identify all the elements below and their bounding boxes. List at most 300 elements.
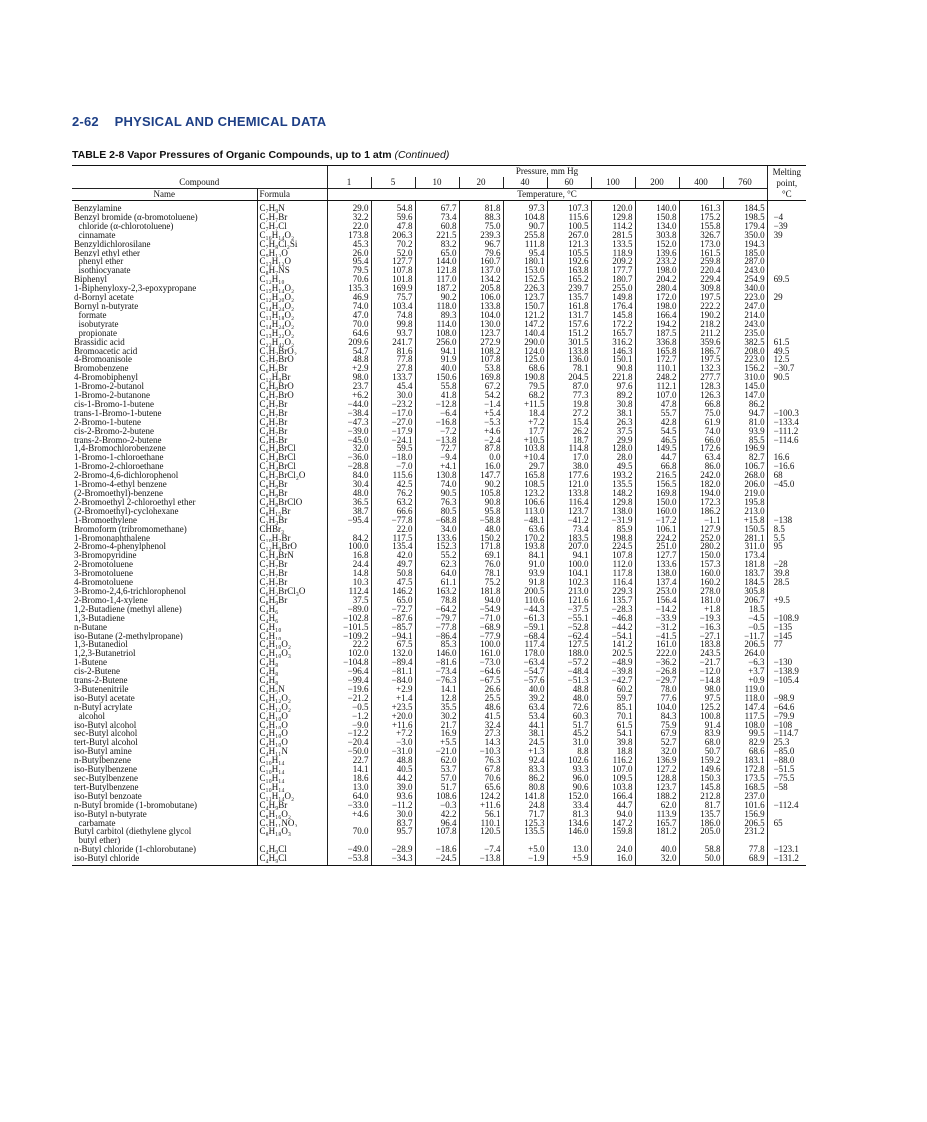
t-p40: −61.3 <box>503 614 547 623</box>
melting-point <box>767 551 806 560</box>
t-p5: 206.3 <box>371 231 415 240</box>
t-p1: 23.7 <box>327 382 371 391</box>
t-p40: 200.5 <box>503 587 547 596</box>
t-p760: 382.5 <box>723 338 767 347</box>
t-p760: 350.0 <box>723 231 767 240</box>
t-p10: −81.6 <box>415 658 459 667</box>
t-p100: 37.5 <box>591 427 635 436</box>
compound-name: 2-Bromo-1,4-xylene <box>74 595 148 605</box>
formula: C₇H₇Br <box>257 569 327 578</box>
t-p5: −31.0 <box>371 747 415 756</box>
melting-point <box>767 391 806 400</box>
t-p10: 57.0 <box>415 774 459 783</box>
t-p1: 37.5 <box>327 596 371 605</box>
t-p10: 41.8 <box>415 391 459 400</box>
t-p400: 172.3 <box>679 498 723 507</box>
t-p1: 135.3 <box>327 284 371 293</box>
t-p1: 38.7 <box>327 507 371 516</box>
melting-point <box>767 400 806 409</box>
t-p100: 30.8 <box>591 400 635 409</box>
melting-point-header <box>767 166 806 201</box>
t-p400: 182.0 <box>679 480 723 489</box>
t-p200: 107.0 <box>635 391 679 400</box>
t-p5: −28.9 <box>371 845 415 854</box>
t-p60: 102.3 <box>547 578 591 587</box>
t-p400: 326.7 <box>679 231 723 240</box>
t-p760: 340.0 <box>723 284 767 293</box>
t-p5: 132.0 <box>371 649 415 658</box>
t-p760: 183.1 <box>723 756 767 765</box>
t-p100: 198.8 <box>591 534 635 543</box>
t-p400: 63.4 <box>679 453 723 462</box>
table-row <box>72 240 806 249</box>
melting-point: −111.2 <box>767 427 806 436</box>
t-p20: 26.6 <box>459 685 503 694</box>
t-p60: 100.0 <box>547 560 591 569</box>
t-p400: 125.2 <box>679 703 723 712</box>
t-p1: −38.4 <box>327 409 371 418</box>
table-row <box>72 685 806 694</box>
t-p760: 81.0 <box>723 418 767 427</box>
t-p60: 133.8 <box>547 347 591 356</box>
t-p400: 83.9 <box>679 729 723 738</box>
t-p10: 14.1 <box>415 685 459 694</box>
compound-name: iso-Butyl benzoate <box>74 791 142 801</box>
t-p20: 16.0 <box>459 462 503 471</box>
t-p100: 159.8 <box>591 827 635 836</box>
compound-name: 1-Butene <box>74 658 107 668</box>
t-p1: −96.4 <box>327 667 371 676</box>
t-p760: +3.7 <box>723 667 767 676</box>
melting-point: 77 <box>767 640 806 649</box>
t-p760: 18.5 <box>723 605 767 614</box>
formula: C₄H₈ <box>257 676 327 685</box>
t-p1: 79.5 <box>327 266 371 275</box>
table-row <box>72 516 806 525</box>
compound-name: iso-Butylbenzene <box>74 765 137 774</box>
melting-point <box>767 810 806 819</box>
t-p100: 145.8 <box>591 311 635 320</box>
t-p1: 84.2 <box>327 534 371 543</box>
table-title: Vapor Pressures of Organic Compounds, up to 1 atm <box>127 149 392 161</box>
formula: C₆H₂BrCl₃O <box>257 587 327 596</box>
t-p200: 161.0 <box>635 640 679 649</box>
t-p400: +1.8 <box>679 605 723 614</box>
t-p200: −26.8 <box>635 667 679 676</box>
t-p1: −49.0 <box>327 845 371 854</box>
page-number: 2-62 <box>72 114 99 129</box>
table-row <box>72 551 806 560</box>
compound-name: alcohol <box>74 711 105 721</box>
compound-name: 1-Bromo-2-chloroethane <box>74 462 164 472</box>
t-p400: 242.0 <box>679 471 723 480</box>
t-p200: 169.8 <box>635 489 679 498</box>
t-p200: 166.4 <box>635 311 679 320</box>
t-p1: −47.3 <box>327 418 371 427</box>
table-row <box>72 320 806 329</box>
t-p5: −77.8 <box>371 516 415 525</box>
col-p760: 760 <box>723 177 767 189</box>
t-p20: 41.5 <box>459 712 503 721</box>
t-p100: 107.8 <box>591 551 635 560</box>
compound-name: trans-2-Bromo-2-butene <box>74 435 162 445</box>
t-p10: 21.7 <box>415 721 459 730</box>
t-p5: +2.9 <box>371 685 415 694</box>
melting-point: 39 <box>767 231 806 240</box>
table-row <box>72 471 806 480</box>
table-row <box>72 623 806 632</box>
table-row <box>72 560 806 569</box>
t-p400: 218.2 <box>679 320 723 329</box>
t-p400: 160.0 <box>679 569 723 578</box>
t-p5: 77.8 <box>371 355 415 364</box>
t-p760: 101.6 <box>723 801 767 810</box>
t-p1: −0.5 <box>327 703 371 712</box>
t-p400: 149.6 <box>679 765 723 774</box>
formula: C₄H₉Br <box>257 801 327 810</box>
t-p40: 124.0 <box>503 347 547 356</box>
table-row <box>72 614 806 623</box>
t-p400: −19.3 <box>679 614 723 623</box>
t-p760: 194.3 <box>723 240 767 249</box>
compound-name: Bromoacetic acid <box>74 346 138 356</box>
t-p5: −94.1 <box>371 632 415 641</box>
t-p200: 110.1 <box>635 364 679 373</box>
t-p200: 198.0 <box>635 266 679 275</box>
t-p10: 187.2 <box>415 284 459 293</box>
t-p5: 49.7 <box>371 560 415 569</box>
t-p60: −41.2 <box>547 516 591 525</box>
t-p10: 72.7 <box>415 444 459 453</box>
mp-line1: Melting <box>772 166 802 177</box>
compound-name: 3-Bromopyridine <box>74 551 137 561</box>
t-p5: 45.4 <box>371 382 415 391</box>
t-p40: 153.0 <box>503 266 547 275</box>
t-p40: 121.2 <box>503 311 547 320</box>
t-p760: 172.8 <box>723 765 767 774</box>
compound-name: Benzyl ethyl ether <box>74 248 140 258</box>
t-p40: 86.2 <box>503 774 547 783</box>
t-p40: 40.0 <box>503 685 547 694</box>
t-p40: 24.5 <box>503 738 547 747</box>
t-p5: 81.6 <box>371 347 415 356</box>
t-p5: 117.5 <box>371 534 415 543</box>
melting-point <box>767 685 806 694</box>
t-p200: 303.8 <box>635 231 679 240</box>
formula: C₄H₁₁N <box>257 747 327 756</box>
compound-name: 1-Bromo-2-butanol <box>74 382 144 392</box>
t-p100: 147.2 <box>591 819 635 828</box>
table-row <box>72 819 806 828</box>
col-p200: 200 <box>635 177 679 189</box>
t-p60: 19.8 <box>547 400 591 409</box>
table-row <box>72 453 806 462</box>
t-p10: 62.0 <box>415 756 459 765</box>
t-p200: 113.9 <box>635 810 679 819</box>
t-p200: 233.2 <box>635 257 679 266</box>
t-p200: 128.8 <box>635 774 679 783</box>
t-p10: 94.1 <box>415 347 459 356</box>
melting-point: −138.9 <box>767 667 806 676</box>
t-p100: 118.9 <box>591 249 635 258</box>
t-p1: −21.2 <box>327 694 371 703</box>
t-p400: 155.8 <box>679 222 723 231</box>
t-p100: 120.0 <box>591 201 635 213</box>
table-row <box>72 480 806 489</box>
t-p760: 156.9 <box>723 810 767 819</box>
table-row <box>72 747 806 756</box>
t-p60: 13.0 <box>547 845 591 854</box>
t-p400: 126.3 <box>679 391 723 400</box>
t-p1: 22.2 <box>327 640 371 649</box>
table-row <box>72 302 806 311</box>
t-p100: 114.2 <box>591 222 635 231</box>
t-p760: 94.7 <box>723 409 767 418</box>
t-p100: 129.8 <box>591 498 635 507</box>
t-p60: 17.0 <box>547 453 591 462</box>
t-p760: 183.7 <box>723 569 767 578</box>
t-p400: 309.8 <box>679 284 723 293</box>
t-p100: 38.1 <box>591 409 635 418</box>
t-p5: −72.7 <box>371 605 415 614</box>
formula: C₁₅H₁₄O₂ <box>257 284 327 293</box>
compound-name: carbamate <box>74 818 116 828</box>
t-p40: 113.0 <box>503 507 547 516</box>
melting-point: 68 <box>767 471 806 480</box>
compound-name: 4-Bromobiphenyl <box>74 373 138 383</box>
t-p760: 118.0 <box>723 694 767 703</box>
t-p20: 14.3 <box>459 738 503 747</box>
t-p20: 76.3 <box>459 756 503 765</box>
t-p400: 100.8 <box>679 712 723 721</box>
melting-point: −79.9 <box>767 712 806 721</box>
t-p200: 47.8 <box>635 400 679 409</box>
t-p200: 172.0 <box>635 293 679 302</box>
t-p1: 32.0 <box>327 444 371 453</box>
t-p20: 108.2 <box>459 347 503 356</box>
t-p5: 48.8 <box>371 756 415 765</box>
t-p100: 149.8 <box>591 293 635 302</box>
t-p5: 54.8 <box>371 201 415 213</box>
formula: C₄H₁₀O <box>257 721 327 730</box>
t-p760: 85.5 <box>723 436 767 445</box>
t-p40: 255.8 <box>503 231 547 240</box>
t-p20: 75.2 <box>459 578 503 587</box>
melting-point: −75.5 <box>767 774 806 783</box>
compound-name: cinnamate <box>74 230 116 240</box>
formula: C₅H₁₁NO₂ <box>257 819 327 828</box>
melting-point: 29 <box>767 293 806 302</box>
t-p1: 16.8 <box>327 551 371 560</box>
t-p5: +20.0 <box>371 712 415 721</box>
col-p40: 40 <box>503 177 547 189</box>
t-p40: 93.9 <box>503 569 547 578</box>
col-p5: 5 <box>371 177 415 189</box>
t-p760 <box>723 836 767 845</box>
t-p60: 116.4 <box>547 498 591 507</box>
formula: C₁₂H₉Br <box>257 373 327 382</box>
t-p1: −1.2 <box>327 712 371 721</box>
compound-name: n-Butane <box>74 622 107 632</box>
t-p5: 59.6 <box>371 213 415 222</box>
compound-name: butyl ether) <box>74 836 121 846</box>
compound-name: Butyl carbitol (diethylene glycol <box>74 827 192 837</box>
melting-point: 12.5 <box>767 355 806 364</box>
compound-name: formate <box>74 310 107 320</box>
t-p100: −39.8 <box>591 667 635 676</box>
t-p5: −87.6 <box>371 614 415 623</box>
t-p200: −29.7 <box>635 676 679 685</box>
t-p760: −4.5 <box>723 614 767 623</box>
t-p60: 48.0 <box>547 694 591 703</box>
t-p400: 75.0 <box>679 409 723 418</box>
t-p5: −7.0 <box>371 462 415 471</box>
t-p760: 195.8 <box>723 498 767 507</box>
t-p100: 202.5 <box>591 649 635 658</box>
t-p1: −28.8 <box>327 462 371 471</box>
t-p1: +2.9 <box>327 364 371 373</box>
t-p400: 175.2 <box>679 213 723 222</box>
name-header: Name <box>72 189 257 201</box>
t-p20: −73.0 <box>459 658 503 667</box>
t-p20: +11.6 <box>459 801 503 810</box>
t-p60: +5.9 <box>547 854 591 865</box>
formula: C₁₂H₉BrO <box>257 542 327 551</box>
t-p100: 172.2 <box>591 320 635 329</box>
table-row <box>72 293 806 302</box>
t-p200: 54.5 <box>635 427 679 436</box>
t-p760: 214.0 <box>723 311 767 320</box>
table-row <box>72 845 806 854</box>
t-p10: 146.0 <box>415 649 459 658</box>
formula: C₈H₁₅Br <box>257 507 327 516</box>
melting-point <box>767 266 806 275</box>
melting-point <box>767 792 806 801</box>
t-p100: 109.5 <box>591 774 635 783</box>
table-row <box>72 489 806 498</box>
t-p100: 166.4 <box>591 792 635 801</box>
t-p60: 134.6 <box>547 819 591 828</box>
t-p10: +5.5 <box>415 738 459 747</box>
t-p100: 24.0 <box>591 845 635 854</box>
col-p60: 60 <box>547 177 591 189</box>
t-p1: −19.6 <box>327 685 371 694</box>
t-p5: 52.0 <box>371 249 415 258</box>
t-p20: 100.0 <box>459 640 503 649</box>
t-p10: 90.2 <box>415 293 459 302</box>
t-p200: 188.2 <box>635 792 679 801</box>
t-p760: 168.5 <box>723 783 767 792</box>
t-p5: 67.5 <box>371 640 415 649</box>
t-p20: 123.7 <box>459 329 503 338</box>
t-p60: 115.6 <box>547 213 591 222</box>
t-p1: 36.5 <box>327 498 371 507</box>
compound-name: chloride (α-chlorotoluene) <box>74 221 174 231</box>
t-p60: −52.8 <box>547 623 591 632</box>
col-p400: 400 <box>679 177 723 189</box>
t-p5: 50.8 <box>371 569 415 578</box>
compound-name: Biphenyl <box>74 275 107 285</box>
t-p20: 75.0 <box>459 222 503 231</box>
t-p200: −31.2 <box>635 623 679 632</box>
t-p20: 96.7 <box>459 240 503 249</box>
t-p5: 107.8 <box>371 266 415 275</box>
t-p60: 45.2 <box>547 729 591 738</box>
t-p40: 193.8 <box>503 542 547 551</box>
melting-point <box>767 444 806 453</box>
t-p10: −13.8 <box>415 436 459 445</box>
t-p400: 97.5 <box>679 694 723 703</box>
table-row <box>72 658 806 667</box>
table-row <box>72 703 806 712</box>
melting-point <box>767 498 806 507</box>
t-p20: 205.8 <box>459 284 503 293</box>
t-p200: 140.0 <box>635 201 679 213</box>
table-row <box>72 810 806 819</box>
t-p760: 77.8 <box>723 845 767 854</box>
compound-name: 1-Biphenyloxy-2,3-epoxypropane <box>74 284 197 294</box>
compound-name: Bromoform (tribromomethane) <box>74 524 187 534</box>
compound-name: iso-Butane (2-methylpropane) <box>74 631 183 641</box>
compound-name: Benzylamine <box>74 203 122 213</box>
t-p10: −18.6 <box>415 845 459 854</box>
t-p60: 123.7 <box>547 507 591 516</box>
melting-point: −138 <box>767 516 806 525</box>
t-p100: 229.3 <box>591 587 635 596</box>
t-p760: 108.0 <box>723 721 767 730</box>
t-p10: 108.6 <box>415 792 459 801</box>
t-p1: 48.8 <box>327 355 371 364</box>
melting-point <box>767 507 806 516</box>
t-p760: 173.5 <box>723 774 767 783</box>
t-p100: 117.8 <box>591 569 635 578</box>
t-p60: 107.3 <box>547 201 591 213</box>
t-p10: 55.2 <box>415 551 459 560</box>
melting-point <box>767 605 806 614</box>
t-p20: 94.0 <box>459 596 503 605</box>
t-p40: 141.8 <box>503 792 547 801</box>
t-p200: 106.1 <box>635 525 679 534</box>
t-p760: 106.7 <box>723 462 767 471</box>
t-p760: 156.2 <box>723 364 767 373</box>
t-p400: 359.6 <box>679 338 723 347</box>
t-p5: −81.1 <box>371 667 415 676</box>
table-row <box>72 712 806 721</box>
t-p760: 235.0 <box>723 329 767 338</box>
compound-name: tert-Butyl alcohol <box>74 738 138 748</box>
t-p200: 253.0 <box>635 587 679 596</box>
t-p100: 128.0 <box>591 444 635 453</box>
compound-name: n-Butylbenzene <box>74 756 131 766</box>
t-p100: 281.5 <box>591 231 635 240</box>
t-p10: 34.0 <box>415 525 459 534</box>
t-p20: 106.0 <box>459 293 503 302</box>
t-p200: 123.7 <box>635 783 679 792</box>
t-p20: 27.3 <box>459 729 503 738</box>
compound-name: 1,2-Butadiene (methyl allene) <box>74 604 182 614</box>
t-p10: 117.0 <box>415 275 459 284</box>
table-row <box>72 587 806 596</box>
t-p1: −39.0 <box>327 427 371 436</box>
formula: C₇H₇Br <box>257 578 327 587</box>
formula: C₄H₇Br <box>257 427 327 436</box>
t-p20: 169.8 <box>459 373 503 382</box>
compound-name: 3-Bromotoluene <box>74 569 133 579</box>
t-p100: −31.9 <box>591 516 635 525</box>
t-p200: −36.2 <box>635 658 679 667</box>
t-p60: 157.6 <box>547 320 591 329</box>
t-p60: 121.6 <box>547 596 591 605</box>
